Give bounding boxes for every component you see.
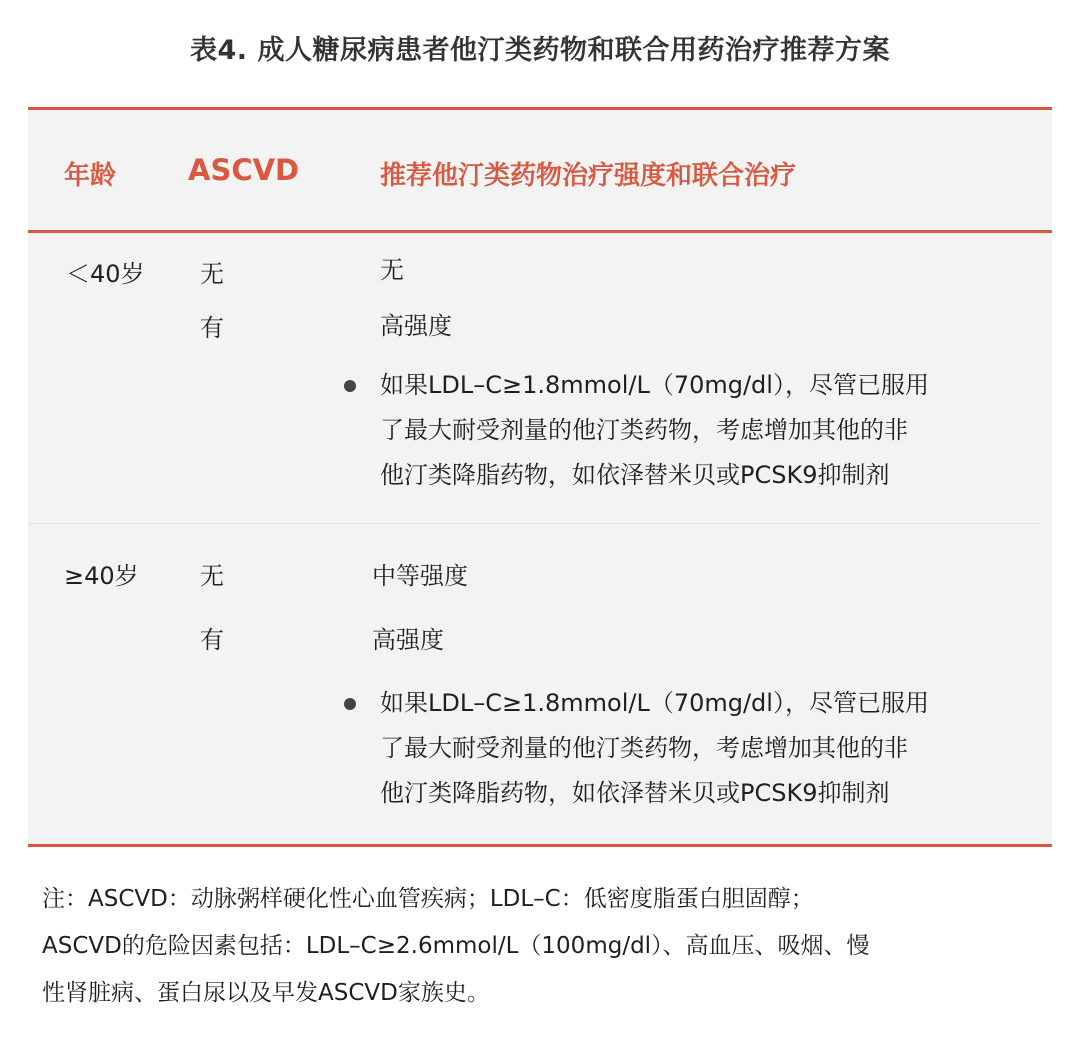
recommendation-table [28, 107, 1052, 847]
bullet-dot [344, 698, 356, 710]
header-recommendation: 推荐他汀类药物治疗强度和联合治疗 [380, 161, 797, 191]
footnote-line: ASCVD的危险因素包括：LDL–C≥2.6mmol/L（100mg/dl）、高血压、吸烟、慢 [42, 933, 870, 959]
recommendation-cell: 高强度 [372, 626, 444, 654]
age-cell-40-plus: ≥40岁 [64, 562, 139, 590]
recommendation-cell: 中等强度 [372, 562, 468, 590]
bullet-line: 他汀类降脂药物，如依泽替米贝或PCSK9抑制剂 [380, 461, 890, 489]
table-title: 表4. 成人糖尿病患者他汀类药物和联合用药治疗推荐方案 [190, 35, 890, 66]
bullet-line: 他汀类降脂药物，如依泽替米贝或PCSK9抑制剂 [380, 779, 890, 807]
ascvd-cell-no: 无 [200, 260, 224, 288]
header-divider [28, 230, 1052, 233]
bullet-dot [344, 380, 356, 392]
bullet-line: 如果LDL–C≥1.8mmol/L（70mg/dl），尽管已服用 [380, 371, 929, 399]
bullet-line: 了最大耐受剂量的他汀类药物，考虑增加其他的非 [380, 416, 908, 444]
footnote [42, 876, 1042, 1017]
bullet-line: 了最大耐受剂量的他汀类药物，考虑增加其他的非 [380, 734, 908, 762]
header-age: 年龄 [64, 161, 117, 191]
bullet-line: 如果LDL–C≥1.8mmol/L（70mg/dl），尽管已服用 [380, 689, 929, 717]
ascvd-cell-no: 无 [200, 562, 224, 590]
bullet-paragraph [380, 363, 1020, 498]
header-ascvd: ASCVD [188, 153, 300, 187]
ascvd-cell-yes: 有 [200, 626, 224, 654]
ascvd-cell-yes: 有 [200, 314, 224, 342]
recommendation-cell: 高强度 [380, 312, 452, 340]
recommendation-cell: 无 [380, 256, 404, 284]
footnote-line: 性肾脏病、蛋白尿以及早发ASCVD家族史。 [42, 980, 490, 1006]
bullet-paragraph [380, 681, 1020, 816]
footnote-line: 注：ASCVD：动脉粥样硬化性心血管疾病；LDL–C：低密度脂蛋白胆固醇； [42, 886, 814, 912]
age-cell-under-40: ＜40岁 [66, 260, 145, 288]
group-divider [28, 523, 1040, 524]
